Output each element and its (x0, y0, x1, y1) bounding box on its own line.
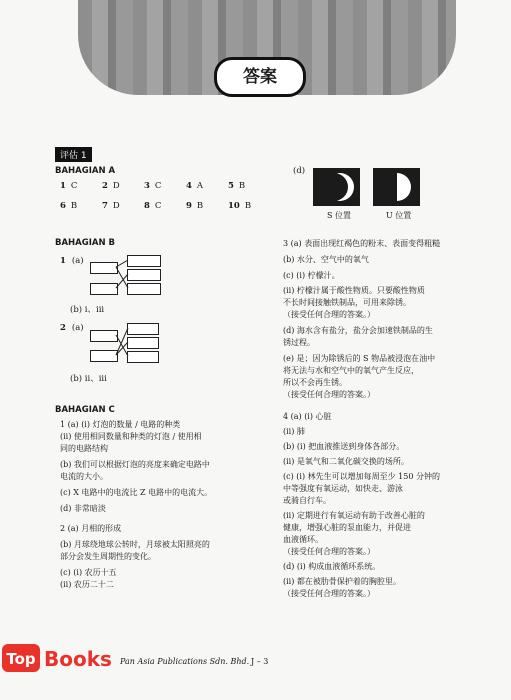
answer-line: 同的电路结构 (60, 444, 108, 453)
answer-line: （接受任何合理的答案。） (283, 547, 375, 556)
match-box (127, 283, 161, 295)
bahagian-b-heading: BAHAGIAN B (55, 238, 116, 248)
match-box (127, 351, 159, 363)
answer-line: (b) 水分、空气中的氧气 (283, 255, 369, 264)
answer-item: 3 C (144, 181, 162, 191)
answer-item: 7 D (102, 201, 120, 211)
answer-row-2 (60, 201, 270, 211)
svg-text:Books: Books (44, 647, 112, 671)
answer-item: 6 B (60, 201, 78, 211)
answer-row-1 (60, 181, 270, 191)
waxing-crescent-icon (313, 168, 360, 206)
s-position-label: S 位置 (327, 211, 352, 220)
answer-line: （接受任何合理的答案。） (283, 310, 375, 319)
answer-line: (c) (i) 林先生可以增加每周至少 150 分钟的 (283, 472, 440, 481)
moon-phase-u (373, 168, 420, 206)
match-box (90, 283, 118, 295)
match-box (90, 350, 118, 362)
answer-line: 2 (a) 月相的形成 (60, 524, 122, 533)
answer-line: (e) 是；因为除锈后的 S 物品被浸泡在油中 (283, 354, 436, 363)
answer-line: 1 (a) (i) 灯泡的数量 / 电路的种类 (60, 420, 181, 429)
answer-line: (b) 我们可以根据灯泡的亮度来确定电路中 (60, 460, 210, 469)
answer-item: 10 B (228, 201, 252, 211)
answer-line: 所以不会再生锈。 (283, 378, 347, 387)
answer-line: 4 (a) (i) 心脏 (283, 412, 332, 421)
answer-item: 2 D (102, 181, 120, 191)
match-lines (115, 323, 129, 363)
question-2d-label: (d) (293, 166, 306, 176)
answer-line: (b) (i) 把血液推送到身体各部分。 (283, 442, 405, 451)
question-b1: 1 (a) (60, 256, 84, 266)
match-box (127, 337, 159, 349)
question-b2: 2 (a) (60, 323, 84, 333)
right-answers (283, 238, 440, 600)
answer-line: 电流的大小。 (60, 472, 108, 481)
answer-b2b: (b) ii、iii (70, 374, 107, 384)
answer-line: 不长时间接触铁制品，可用来除锈。 (283, 298, 411, 307)
answer-line: (c) (i) 农历十五 (60, 568, 117, 577)
answer-line: （接受任何合理的答案。） (283, 390, 375, 399)
match-box (127, 269, 161, 281)
answer-line: (ii) 都在被肋骨保护着的胸腔里。 (283, 577, 401, 586)
answer-line: (ii) 使用相同数量和种类的灯泡 / 使用相 (60, 432, 202, 441)
match-box (90, 330, 118, 342)
match-box (90, 262, 118, 274)
match-box (127, 323, 159, 335)
answer-line: (ii) 柠檬汁属于酸性物质。只要酸性物质 (283, 286, 425, 295)
answer-b1b: (b) i、iii (70, 305, 105, 315)
page-number: J – 3 (251, 657, 269, 666)
answer-line: （接受任何合理的答案。） (283, 589, 375, 598)
answer-item: 9 B (186, 201, 204, 211)
half-moon-icon (373, 168, 420, 206)
answer-item: 4 A (186, 181, 204, 191)
page-title: 答案 (214, 57, 306, 97)
answer-line: (c) X 电路中的电流比 Z 电路中的电流大。 (60, 488, 213, 497)
answer-line: (c) (i) 柠檬汁。 (283, 271, 340, 280)
answer-line: 将无法与水和空气中的氧气产生反应， (283, 366, 419, 375)
bahagian-a-heading: BAHAGIAN A (55, 166, 116, 176)
answer-line: 部分会发生周期性的变化。 (60, 552, 156, 561)
answer-line: 血液循环。 (283, 535, 323, 544)
answer-line: (ii) 农历二十二 (60, 580, 114, 589)
moon-phase-s (313, 168, 360, 206)
answer-item: 1 C (60, 181, 78, 191)
top-books-logo (0, 638, 120, 678)
answer-line: 3 (a) 表面出现红褐色的粉末、表面变得粗糙 (283, 239, 441, 248)
match-lines (115, 255, 129, 295)
match-box (127, 255, 161, 267)
answer-line: (ii) 定期进行有氧运动有助于改善心脏的 (283, 511, 425, 520)
answer-line: (d) 海水含有盐分，盐分会加速铁制品的生 (283, 326, 433, 335)
bahagian-c-answers (60, 419, 212, 591)
u-position-label: U 位置 (386, 211, 412, 220)
answer-line: 或骑自行车。 (283, 496, 331, 505)
svg-text:Top: Top (6, 650, 36, 668)
section-tag: 评估 1 (55, 147, 92, 162)
answer-item: 8 C (144, 201, 162, 211)
answer-line: (b) 月球绕地球公转时，月球被太阳照亮的 (60, 540, 210, 549)
answer-line: (ii) 肺 (283, 427, 305, 436)
answer-line: (d) 非常暗淡 (60, 504, 106, 513)
bahagian-c-heading: BAHAGIAN C (55, 405, 115, 415)
answer-line: (ii) 是氧气和二氧化碳交换的场所。 (283, 457, 409, 466)
answer-line: 中等强度有氧运动，如快走、游泳 (283, 484, 403, 493)
answer-line: (d) (i) 构成血液循环系统。 (283, 562, 381, 571)
answer-line: 健康，增强心脏的泵血能力，并促进 (283, 523, 411, 532)
answer-line: 锈过程。 (283, 338, 315, 347)
publisher-credit: Pan Asia Publications Sdn. Bhd. (120, 657, 250, 666)
answer-item: 5 B (228, 181, 246, 191)
